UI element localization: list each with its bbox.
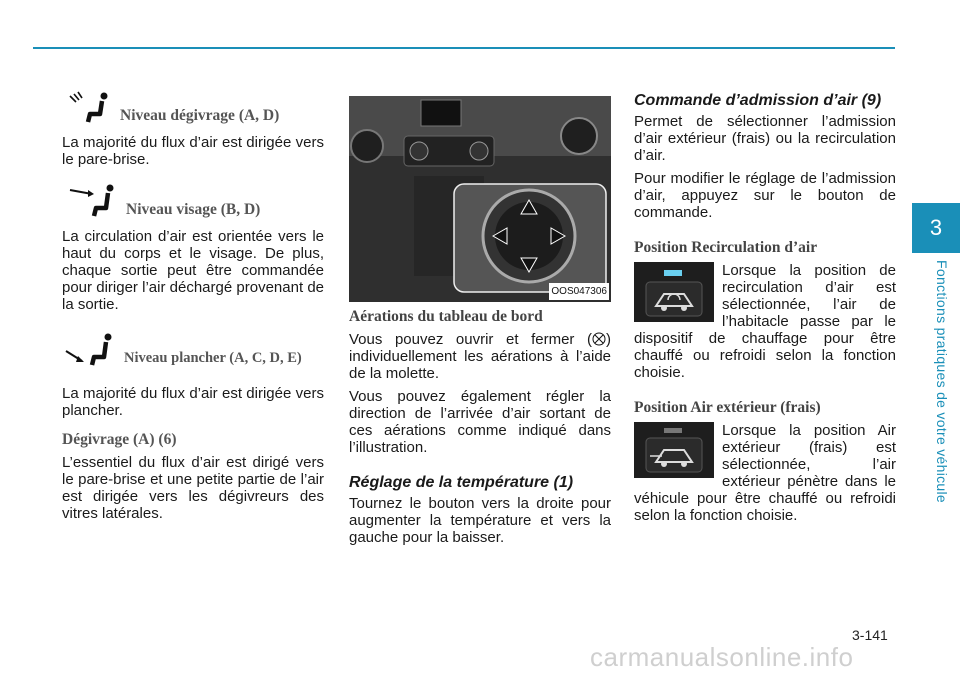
floor-mode-title: Niveau plancher (A, C, D, E) [124,350,302,366]
dashboard-vent-photo [349,96,611,302]
fresh-air-title: Position Air extérieur (frais) [634,399,821,416]
vent-wheel-icon [592,332,606,346]
recirculation-text: Lorsque la position de recirculation d’air est sélectionnée, l’air de l’habitacle passe par le dispositif de chauffage pour être chauffé ou refroidi selon la fonction choisie. [634,262,896,381]
watermark: carmanualsonline.info [590,642,854,672]
fresh-air-car-icon [634,422,714,478]
recirculation-title: Position Recirculation d’air [634,239,818,256]
defrost-mode-title: Niveau dégivrage (A, D) [120,107,280,124]
defrost-mode-heading [62,90,324,124]
face-mode-heading [62,182,324,218]
temperature-title: Réglage de la température (1) [349,474,574,491]
face-mode-title: Niveau visage (B, D) [126,201,261,218]
chapter-title: Fonctions pratiques de votre véhicule [934,260,950,504]
floor-mode-text: La majorité du flux d’air est dirigée vers plancher. [62,385,324,419]
air-intake-text2: Pour modifier le réglage de l’admission d’air, appuyez sur le bouton de commande. [634,170,896,221]
column-1 [62,90,324,528]
face-mode-text: La circulation d’air est orientée vers le haut du corps et le visage. De plus, chaque sortie peut être commandée pour diriger l’air déchargé provenant de la sortie. [62,228,324,313]
photo-code: OOS047306 [549,283,609,300]
dashboard-vents-text2: Vous pouvez également régler la direction de l’arrivée d’air sortant de ces aérations comme indiqué dans l’illustration. [349,388,611,456]
defrost6-title: Dégivrage (A) (6) [62,431,177,448]
vents-text-part-a: Vous pouvez ouvrir et fermer ( [349,331,592,348]
air-intake-title: Commande d’admission d’air (9) [634,92,882,109]
face-person-icon [62,182,120,218]
air-intake-text: Permet de sélectionner l’admission d’air extérieur (frais) ou la recirculation d’air. [634,113,896,164]
header-rule [33,47,895,49]
vents-text-part-b: ) individuellement les aérations à l’aide de la molette. [349,331,611,382]
fresh-air-button-image [634,422,714,478]
recirculation-car-icon [634,262,714,322]
chapter-number: 3 [929,215,943,240]
defrost-person-icon [62,90,114,124]
column-2 [349,96,611,552]
floor-mode-heading [62,331,324,367]
fresh-air-text: Lorsque la position Air extérieur (frais) est sélectionnée, l’air extérieur pénètre dans le véhicule pour être chauffé ou refroidi selon la fonction choisie. [634,422,896,524]
temperature-text: Tournez le bouton vers la droite pour augmenter la température et vers la gauche pour la baisser. [349,495,611,546]
defrost6-text: L’essentiel du flux d’air est dirigé vers le pare-brise et une petite partie de l’air est dirigée vers les dégivreurs des vitres latérales. [62,454,324,522]
dashboard-vents-title: Aérations du tableau de bord [349,308,543,325]
recirculation-button-image [634,262,714,322]
defrost-mode-text: La majorité du flux d’air est dirigée vers le pare-brise. [62,134,324,168]
page-number: 3-141 [852,627,888,643]
column-3 [634,92,896,524]
dashboard-vents-text [349,331,611,382]
dashboard-vent-illustration [349,96,611,302]
floor-person-icon [62,331,118,367]
chapter-tab [912,203,960,253]
